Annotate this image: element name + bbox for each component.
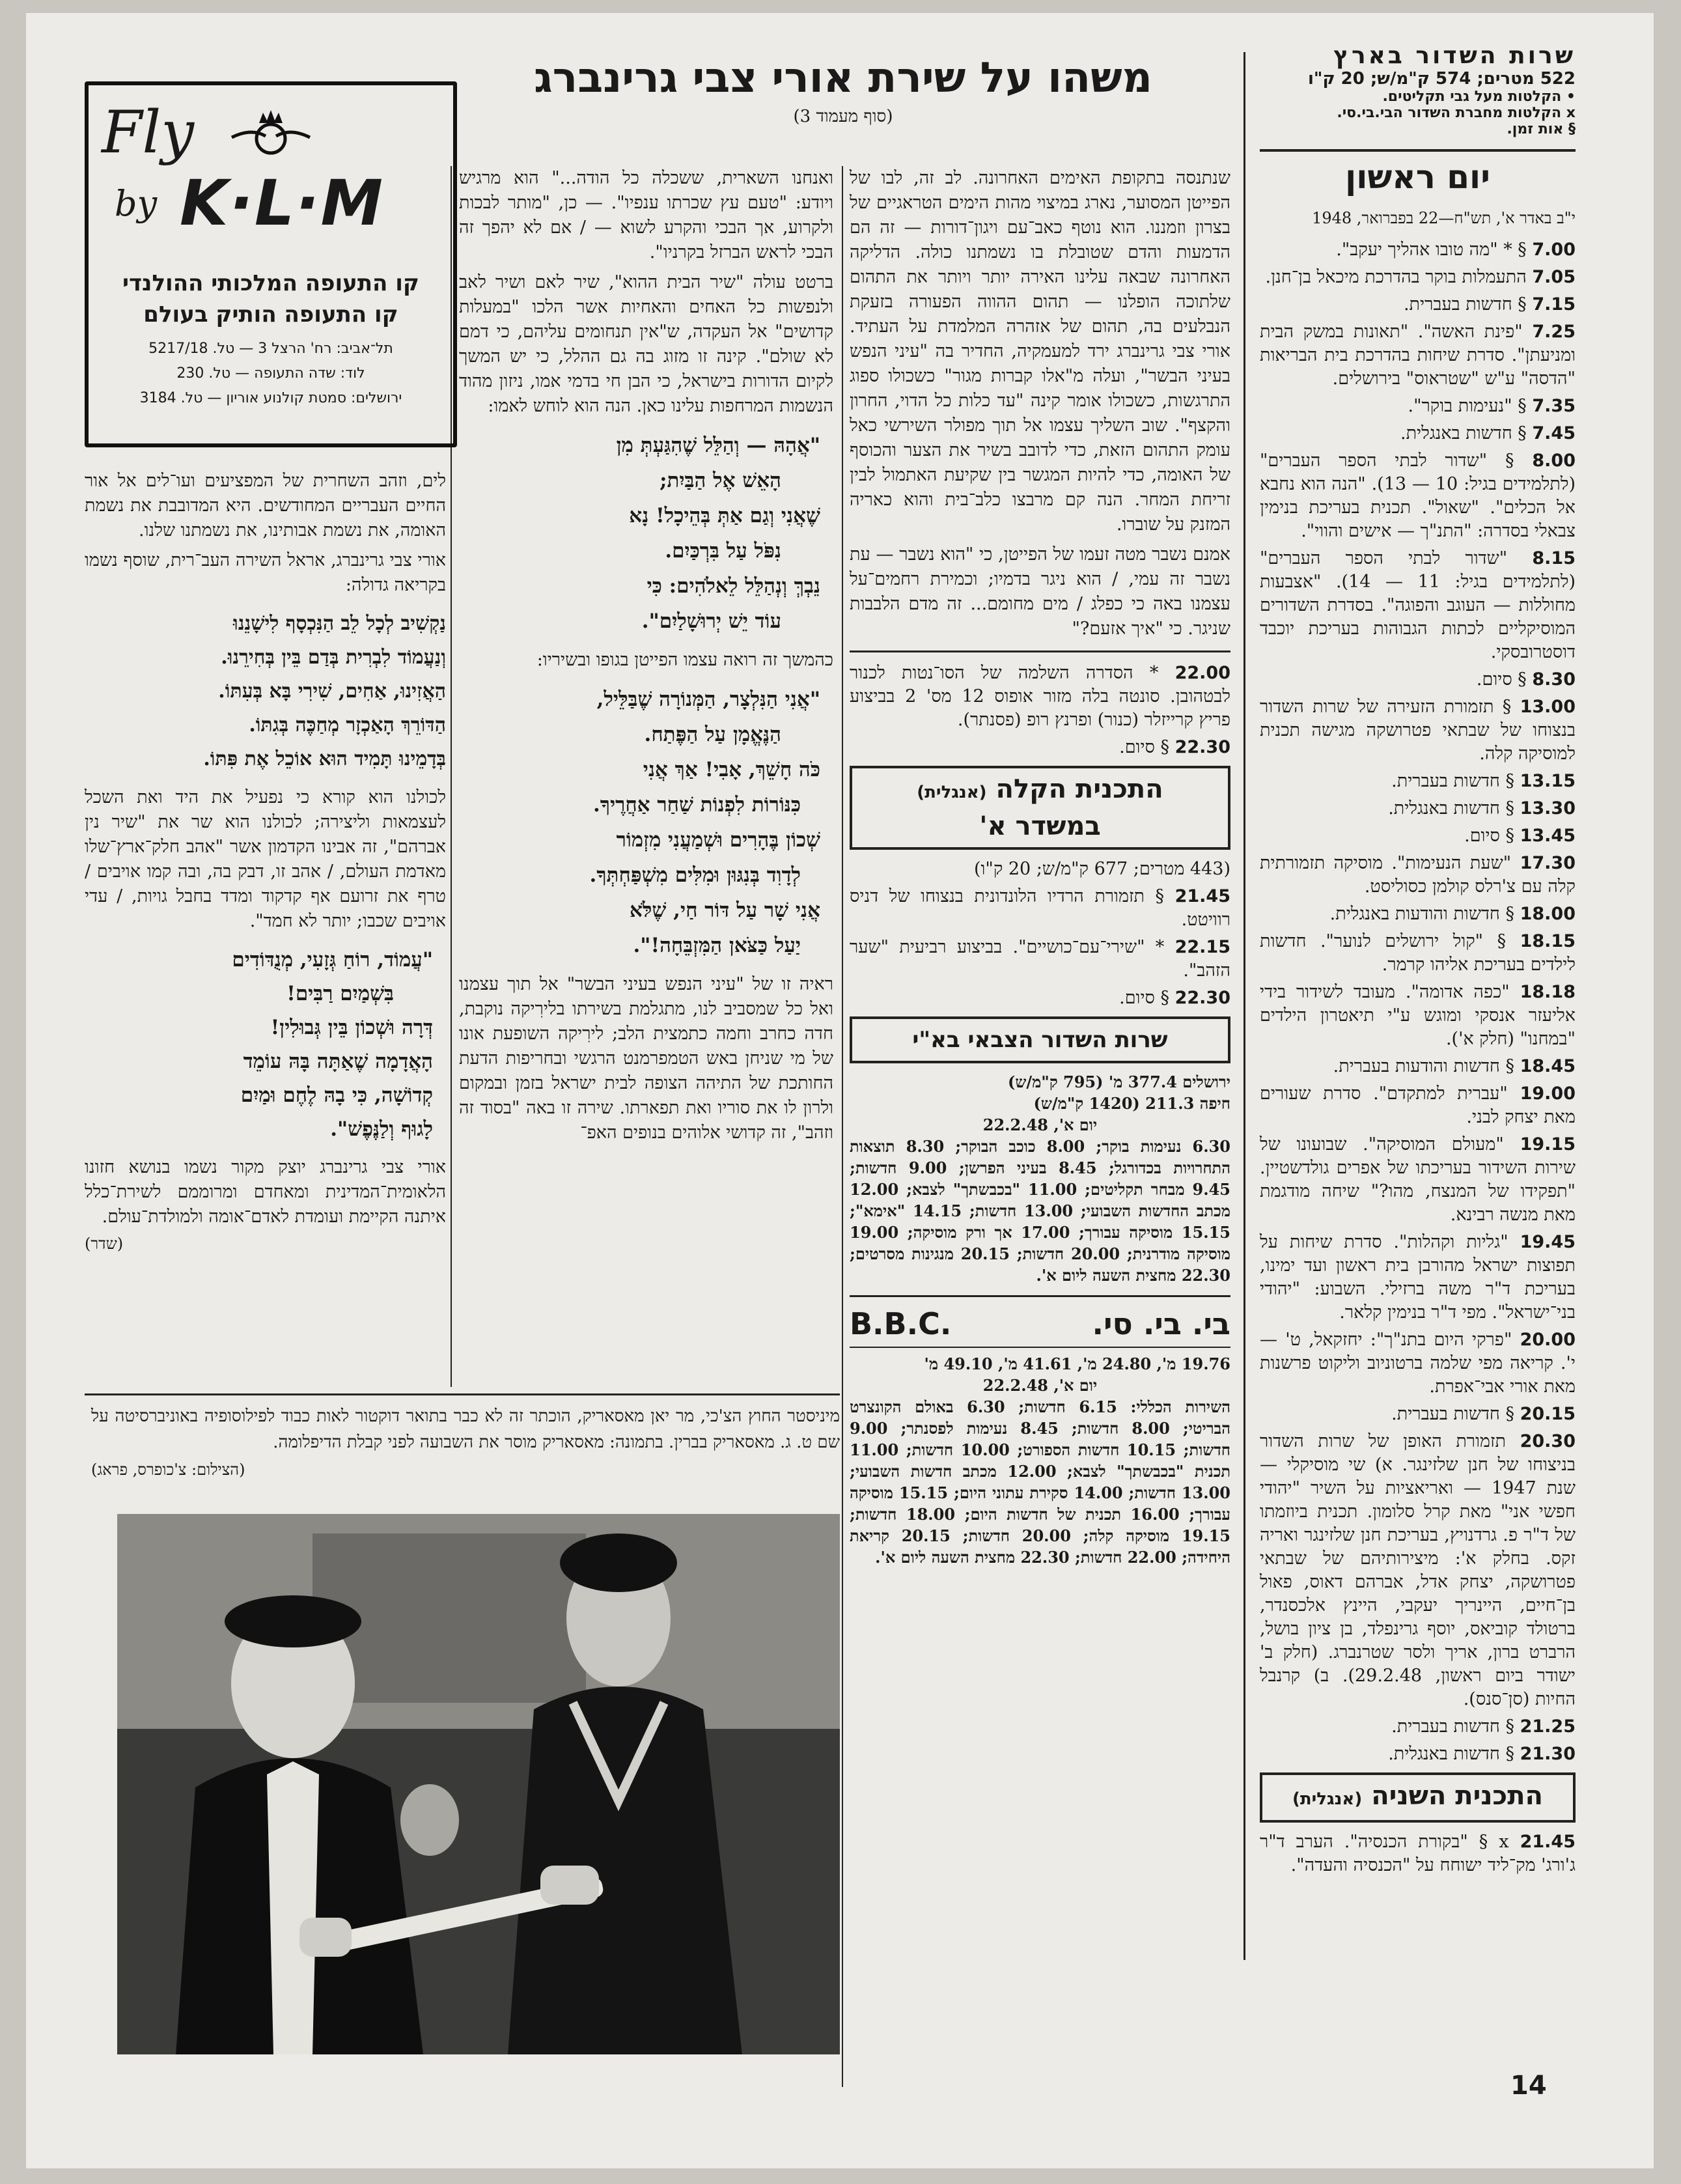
program-item [850, 987, 1230, 1010]
poem-block [85, 943, 446, 1146]
article-paragraph: כהמשך זה רואה עצמו הפייטן בגופו ובשיריו: [536, 650, 833, 670]
second-program-title: התכנית השניה [1371, 1781, 1543, 1811]
service-frequency: 522 מטרים; 574 ק"מ/ש; 20 ק"ו [1307, 69, 1576, 89]
program-text: § סיום. [1119, 988, 1169, 1008]
program-item [1260, 824, 1576, 848]
program-time: 13.00 [1520, 697, 1576, 717]
program-text: * "שירי־עם־כושיים". בביצוע רביעית "שער הזהב". [850, 937, 1230, 981]
program-time: 21.45 [1520, 1832, 1576, 1852]
program-text: § "שדור לבתי הספר העברים" (לתלמידים בגיל: 10 — 13). "הנה הוא נחבא אל הכלים". "שאול". תכנית בעריכת בנימין צבאלי בסדרה: "התנ"ך — אישים והווי". [1260, 451, 1576, 541]
klm-crown-logo [225, 105, 316, 163]
caption-credit: (הצילום: צ'כופרס, פראג) [91, 1461, 245, 1479]
program-list [1260, 238, 1576, 1766]
program-item [1260, 981, 1576, 1051]
program-text: "מעולם המוסיקה". שבועונו של שירות השידור בעריכתו של אפרים גולדשטיין. "תפקידו של המנצח, מהו?" שיחה מודגמת מאת מנשה רבינא. [1260, 1134, 1576, 1225]
divider [850, 651, 1230, 652]
program-item [1260, 449, 1576, 543]
divider [1260, 149, 1576, 152]
program-item [1260, 1715, 1576, 1739]
program-item [1260, 293, 1576, 316]
program-item [1260, 903, 1576, 926]
program-text: תזמורת האופן של שרות השדור בניצוחו של חנן שלזינגר. א) שי מוסיקלי — שנת 1947 — ואריאציות על השיר "יהודי חפשי אני" מאת קרל סלומון. תכנית ביוזמתו של ד"ר פ. גרדנויץ, בעריכת חנן שלזינגר ואריה זקס. בחלק א': מיצירותיהם של שבתאי פטרושקה, יצחק אדל, אברהם דאוס, פאול בן־חיים, היינריך יעקבי, היינץ אלכסנדר, ברטולד קוביאס, יוסף גרינפלד, בן ציון בושל, הרברט ברון, אריך ולסר שטרנברג. (חלק ב' ישודר ביום ראשון, 29.2.48). ב) קרנבל החיות (סן־סנס). [1260, 1431, 1576, 1709]
program-text: "פרקי היום בתנ"ך": יחזקאל, ט' — י'. קריאה מפי שלמה ברטוניוב וליקוט פרשנות מאת אורי אבי־אפרת. [1260, 1330, 1576, 1397]
poem-block [459, 428, 833, 639]
photo-caption [91, 1403, 840, 1479]
program-item [1260, 770, 1576, 793]
program-item [850, 936, 1230, 983]
program-text: § * "מה טובו אהליך יעקב". [1336, 240, 1527, 260]
poem-line: שְׁכוֹן בֶּהָרִים וּשְׁמַעֲנִי מִזְמוֹר [616, 828, 820, 852]
program-text: § תזמורת הזעירה של שרות השדור בנצוחו של שבתאי פטרושקה מגישה תכנית למוסיקה קלה. [1260, 697, 1576, 764]
program-text: "שעת הנעימות". מוסיקה תזמורתית קלה עם צ'רלס קולמן כסוליסט. [1260, 853, 1576, 897]
light-program-subtitle: במשדר א' [979, 811, 1101, 841]
day-title: יום ראשון [1345, 158, 1490, 196]
bbc-date: יום א', 22.2.48 [982, 1376, 1098, 1395]
program-time: 21.25 [1520, 1716, 1576, 1737]
middle-column [850, 166, 1230, 1573]
program-item [1260, 1830, 1576, 1877]
bbc-latin-title: B.B.C. [850, 1306, 952, 1341]
program-text: § חדשות בעברית. [1391, 1716, 1514, 1737]
program-time: 18.00 [1520, 904, 1576, 924]
poem-line: לְדָוִד בְּנִגּוּן וּמִלִּים מִשְׁפַּחְתְּךָ. [589, 863, 801, 887]
program-time: 19.00 [1520, 1084, 1576, 1104]
poem-line: שֶׁאֲנִי וְגַם אַתְּ בְּהֵיכָל! נָא [629, 504, 820, 527]
light-program-header [850, 766, 1230, 850]
army-radio-freq: חיפה 211.3 (1420 ק"מ/ש) [1033, 1094, 1230, 1113]
article-title: משהו על שירת אורי צבי גרינברג [534, 54, 1152, 102]
program-item [1260, 1133, 1576, 1227]
program-time: 19.15 [1520, 1134, 1576, 1155]
program-time: 22.30 [1174, 737, 1230, 757]
klm-brand: K·L·M [180, 167, 385, 240]
poem-line: נֵבְךְּ וְנְהַלֵּל לֵאלֹהִים: כִּי [646, 574, 820, 598]
program-text: § חדשות באנגלית. [1388, 798, 1514, 819]
program-item [1260, 547, 1576, 664]
program-text: § סיום. [1464, 826, 1514, 846]
program-time: 13.30 [1520, 798, 1576, 819]
program-time: 19.45 [1520, 1232, 1576, 1252]
article-header [456, 52, 1230, 126]
program-item [1260, 266, 1576, 289]
bbc-title: בי. בי. סי. [1092, 1306, 1230, 1341]
poem-line: וְנַעֲמוֹד לִבְרִית בְּדַם בֵּין בְּחִירֵנוּ. [221, 646, 446, 669]
program-item [1260, 395, 1576, 418]
article-left-column [85, 469, 446, 1253]
program-text: התעמלות בוקר בהדרכת מיכאל בן־חנן. [1265, 267, 1527, 287]
program-text: "כפה אדומה". מעובד לשידור בידי אליעזר אנסקי ומוגש ע"י תיאטרון הילדים "במחנו" (חלק א'). [1260, 982, 1576, 1049]
program-item [1260, 930, 1576, 977]
program-item [1260, 320, 1576, 391]
program-item [1260, 668, 1576, 692]
poem-line: "אֲהָהּ — וְהַלֵּל שֶׁהִגַּעְתְּ מִן [616, 434, 820, 457]
program-item [1260, 1055, 1576, 1078]
klm-advertisement [85, 81, 457, 447]
poem-line: בִּשְׁמַיִם רַבִּים! [286, 982, 394, 1005]
program-text: § חדשות באנגלית. [1388, 1744, 1514, 1764]
poem-line: הַאֲזִינוּ, אַחִים, שִׁירִי בָּא בְּעִתּוֹ. [218, 680, 446, 703]
divider [85, 1393, 840, 1395]
program-text: "פינת האשה". "תאונות במשק הבית ומניעתן". סדרת שיחות בהדרכת בית הבריאות "הדסה" ע"ש "שטראוס" בירושלים. [1260, 322, 1576, 389]
klm-script-fly: Fly [102, 98, 195, 167]
second-program-header [1260, 1772, 1576, 1823]
program-text: "עברית למתקדם". סדרת שעורים מאת יצחק לבני. [1260, 1084, 1576, 1127]
light-program-title: התכנית הקלה [995, 774, 1163, 804]
program-text: * הסדרה השלמה של הסו־נטות לכנור לבטהובן. סונטה בלה מזור אופוס 12 מס' 2 בביצוע פריץ קרייזלר (כנור) ופרנץ רופ (פסנתר). [850, 663, 1230, 730]
program-item [1260, 797, 1576, 820]
bbc-schedule: השירות הכללי: 6.15 חדשות; 6.30 באולם הקונצרט הבריטי; 8.00 חדשות; 8.45 נעימות לפסנתר; 9.00 חדשות; 10.15 חדשות הספורט; 10.00 חדשות; 11.00 תכנית "בכבשתך" לצבא; 12.00 מכתב חדשות השבועי; 13.00 חדשות; 14.00 סקירת עתוני היום; 15.15 מוסיקה עבורך; 16.00 תכנית של חדשות היום; 18.00 חדשות; 19.15 מוסיקה קלה; 20.00 חדשות; 20.15 קריאת היחידה; 22.00 חדשות; 22.30 מחצית השעה ליום א'. [850, 1397, 1231, 1567]
poem-line: דְּרָה וּשְׁכוֹן בֵּין גְּבוּלִין! [270, 1016, 433, 1039]
poem-line: בְּדָמֵינוּ תָּמִיד הוּא אוֹכֵל אֶת פִּתּוֹ. [203, 748, 446, 770]
poem-line: הָאֲדָמָה שֶׁאַתָּה בָּהּ עוֹמֵד [243, 1050, 433, 1073]
program-text: § "קול ירושלים לנוער". חדשות לילדים בעריכת אליהו קרמר. [1260, 931, 1576, 975]
program-time: 7.05 [1532, 267, 1576, 287]
program-text: (443 מטרים; 677 ק"מ/ש; 20 ק"ו) [973, 859, 1230, 879]
program-time: 7.25 [1532, 322, 1576, 342]
program-time: 17.30 [1520, 853, 1576, 873]
program-text: § חדשות בעברית. [1391, 1404, 1514, 1424]
caption-text: מיניסטר החוץ הצ'כי, מר יאן מאסאריק, הוכתר זה לא כבר בתואר דוקטור לאות כבוד לפילוסופיה באוניברסיטה על שם ט. ג. מאסאריק בברין. בתמונה: מאסאריק מוסר את השבועה לפני קבלת הדיפלומה. [91, 1407, 840, 1452]
klm-line: לוד: שדה התעופה — טל. 230 [176, 365, 365, 382]
klm-line: תל־אביב: רח' הרצל 3 — טל. 5217/18 [148, 341, 393, 357]
article-paragraph: אמנם נשבר מטה זעמו של הפייטן, כי "הוא נשבר — עת נשבר זה עמי, / הוא ניגר בדמיו; וכמירת רחמים־על עצמנו באה כי כפלג / מים מחומם... זה מדם הלבבות שניגר. כי "איך אזעם?" [850, 544, 1230, 639]
program-time: 8.15 [1532, 548, 1576, 568]
radio-service-header [1260, 42, 1576, 137]
poem-line: אֲנִי שָׁר עַל דּוֹר חַי, שֶׁלֹּא [630, 899, 820, 922]
bbc-header [850, 1306, 1230, 1341]
program-time: 18.15 [1520, 931, 1576, 951]
program-text: § חדשות באנגלית. [1400, 423, 1527, 443]
program-time: 8.30 [1532, 669, 1576, 690]
program-time: 22.30 [1174, 988, 1230, 1008]
program-time: 13.45 [1520, 826, 1576, 846]
program-time: 22.15 [1174, 937, 1230, 957]
army-radio-date: יום א', 22.2.48 [982, 1115, 1098, 1134]
program-time: 18.18 [1520, 982, 1576, 1002]
article-paragraph: ואנחנו השארית, ששכלה כל הודה..." הוא מרגיש ויודע: "טעם עץ שכרתו ענפיו". — כן, "מותר לבכות ולקרוע, אך הבכי והקרע לשוא — / אם לא יהפך זה הבכי לראש הברזל בקרניו". [459, 168, 833, 262]
klm-line: ירושלים: סמטת קולנוע אוריון — טל. 3184 [139, 390, 402, 406]
program-text: "שדור לבתי הספר העברים" (לתלמידים בגיל: 11 — 14). "אצבעות מחוללות — העוגב והפוגה". בסדרת השדורים המוסיקליים לכתות הגבוהות בעריכת יוכבד דוסטרובסקי. [1260, 548, 1576, 662]
radio-schedule-column [1260, 42, 1576, 1881]
article-paragraph: אורי צבי גרינברג יוצק מקור נשמו בנושא חזונו הלאומית־המדינית ומאחדם ומרוממם לשירת־כלל איתנה הקיימת ועומדת לאדם־אומה ולמולדת־עולם. [85, 1157, 446, 1227]
poem-line: יַעַל כַּצֹּאן הַמִּזְבֵּחָה!". [633, 934, 801, 957]
poem-line: עוֹד יֵשׁ יְרוּשָׁלַיִם". [641, 609, 781, 633]
program-text: x § "בקורת הכנסיה". הערב ד"ר ג'ורג' מק־ליד ישוחח על "הכנסיה והעדה". [1260, 1832, 1576, 1875]
program-item [850, 885, 1230, 932]
column-divider [842, 166, 843, 2087]
program-time: 22.00 [1174, 663, 1230, 683]
army-radio-title: שרות השדור הצבאי בא"י [912, 1027, 1168, 1053]
program-item [850, 736, 1230, 759]
article-column [459, 166, 833, 1151]
article-paragraph: ראיה זו של "עיני הנפש בעיני הבשר" אל תוך עצמנו ואל כל שמסביב לנו, מתגלמת בשירתו בלירִיקה נוקבת, חדה כחרב וחמה כתמצית הלב; לירִיקה השופעת אונו של מי שניחן באש הטמפרמנט הרגשי ובחריפות הדעת החותכת של התיהה הצופה לבית ישראל בזמן ובמקום ולרון לו את סוריו ואת תפארתו. שירה זו באה "בסוד זה וזהב", זה קדושי אלוהים בנופים האפ־ [459, 974, 833, 1143]
poem-line: כֹּה חָשֵׁךְ, אָבִי! אַךְ אֲנִי [643, 758, 820, 781]
poem-block [459, 682, 833, 963]
light-program-list [850, 858, 1230, 1010]
program-time: 21.45 [1174, 886, 1230, 906]
article-paragraph: שנתנסה בתקופת האימים האחרונה. לב זה, לבו של הפייטן המסוער, נארג במיצוי מהות הימים הטראגיים של בצרון וזמננו. הוא נוטף כאב־עם ויגון־דורות — זה הם הדמעות והדם שטובלת בו נשמתנו כולה. הדליקה האחרונה שבאה עלינו האירה יותר ויותר את התהום שלתוכה הופלנו — תהום ההווה הפעורה בזעקת הנבלעים בה, תהום של אזהרה המלמדת על העתיד. אורי צבי גרינברג ירד למעמקיה, החדיר בה "עיני הנפש בעיני הבשר", ועלה מ"אלו קברות מגור" כשכולו ספוג התרגשות, כשכולו אומר קינה "עד כלות כל הדוי, החרון והקצף". שוב השליך עצמו אל תוך מפולר השירשי כאל עומק התהום הזאת, כדי לדובב בשיר את הצער והכוסף של האומה, כדי להיות המגשר בין שקיעת האתמול לבין זריחת המחר. הנה קם מרבצו כלב־בית והוא כאריה המזנק על שוברו. [850, 168, 1230, 535]
program-item [1260, 1082, 1576, 1129]
poem-line: נִפֹּל עַל בִּרְכַּיִם. [665, 539, 781, 563]
program-text: § תזמורת הרדיו הלונדונית בנצוחו של דניס רוויטט. [850, 886, 1230, 930]
service-legend-record: • הקלטות מעל גבי תקליטים. [1382, 89, 1576, 105]
program-text: § חדשות בעברית. [1403, 294, 1527, 315]
klm-text [95, 268, 447, 411]
masaryk-photo [117, 1514, 840, 2054]
poem-line: קְדוֹשָׁה, כִּי בָהּ לֶחֶם וּמַיִם [240, 1084, 433, 1107]
article-subtitle: (סוף מעמוד 3) [793, 107, 893, 126]
program-time: 18.45 [1520, 1056, 1576, 1076]
program-time: 21.30 [1520, 1744, 1576, 1764]
light-program-tag: (אנגלית) [917, 783, 987, 802]
page-number: 14 [1510, 2071, 1547, 2101]
program-item [1260, 238, 1576, 262]
program-item [1260, 1231, 1576, 1324]
program-item [1260, 1743, 1576, 1766]
column-divider [1243, 52, 1245, 1960]
army-radio-schedule: 6.30 נעימות בוקר; 8.00 כוכב הבוקר; 8.30 תוצאות התחרויות בכדורגל; 8.45 בעיני הפרשן; 9.00 חדשות; 9.45 מבחר תקליטים; 11.00 "בכבשתך" לצבא; 12.00 מכתב החדשות השבועי; 13.00 חדשות; 14.15 "אימא"; 15.15 מוסיקה עבורך; 17.00 אך ורק מוסיקה; 19.00 מוסיקה מודרנית; 20.00 חדשות; 20.15 מנגינות מסרטים; 22.30 מחצית השעה ליום א'. [850, 1137, 1230, 1285]
poem-line: הַדּוֹרֵךְ הָאַכְזָר מְחַכֶּה בְּגִתּוֹ. [249, 714, 446, 736]
program-time: 7.00 [1532, 240, 1576, 260]
program-item [1260, 1403, 1576, 1426]
poem-line: "עֲמוֹד, רוֹחַ גְּזָעִי, מְנֻדּוֹדִים [232, 948, 433, 972]
article-paragraph: לכולנו הוא קורא כי נפעיל את היד ואת השכל לעצמאות וליצירה; לכולנו הוא שר את "שיר נין אברהם", זה אבינו הקדמון אשר "אהב חלק־ארץ־שלו מאדמת העולם, / אהב זו, דבק בה, ובה קמו אויבים / טרף את זרועם אף קדקוד ומדד בחבל גויות, / עדי אויבים שכבו; יותר לא חמד". [85, 787, 446, 931]
army-radio-freq: ירושלים 377.4 מ' (795 ק"מ/ש) [1007, 1072, 1230, 1091]
divider [850, 1295, 1230, 1297]
program-time: 20.15 [1520, 1404, 1576, 1424]
program-time: 7.45 [1532, 423, 1576, 443]
article-paragraph: ברטט עולה "שיר הבית ההוא", שיר לאם ושיר לאב ולנפשות כל האחים והאחיות אשר הלכו "במעלות קדושים" אל העקדה, ש"אין תנחומים עליהם, כי דמם לא שולם". קינה זו מזוג בה גם ההלל, כי יש המשך לקיום הדורות בישראל, כי הבן חי בדמי אמו, ניזון מהוד הנשמות המרחפות עלינו כאן. הנה הוא לוחש לאמו: [459, 272, 833, 416]
second-program-tag: (אנגלית) [1292, 1789, 1363, 1809]
program-item [1260, 852, 1576, 899]
program-item [1260, 1430, 1576, 1711]
article-signature: (שדר) [85, 1235, 124, 1253]
program-text: "גליות וקהלות". סדרת שיחות על תפוצות ישראל מהורבן בית ראשון ועד ימינו, בעריכת ד"ר משה ברזילי. השבוע: "יהודי בני־ישראל". מפי ד"ר בנימין קלאר. [1260, 1232, 1576, 1323]
program-time: 20.00 [1520, 1330, 1576, 1350]
program-text: § סיום. [1476, 669, 1527, 690]
program-time: 7.15 [1532, 294, 1576, 315]
program-time: 13.15 [1520, 771, 1576, 791]
program-item [850, 662, 1230, 732]
program-text: § חדשות בעברית. [1391, 771, 1514, 791]
program-time: 7.35 [1532, 396, 1576, 416]
poem-line: נַקְשִׁיב לְכָל לֵב הַנִּכְסָף לִישָׁנֵנוּ [233, 612, 446, 635]
army-radio-header [850, 1016, 1230, 1063]
program-time: 20.30 [1520, 1431, 1576, 1451]
klm-line: קו התעופה הותיק בעולם [143, 301, 398, 328]
poem-block [85, 607, 446, 776]
program-item [1260, 422, 1576, 445]
program-item [1260, 695, 1576, 766]
poem-line: "אֲנִי הַנִּלְצָר, הַמְּנוֹרָה שֶׁבַּלֵּיל, [596, 688, 820, 711]
program-text: § "נעימות בוקר". [1408, 396, 1527, 416]
poem-line: כִּנּוֹרוֹת לִפְנוֹת שַׁחַר אַחֲרֶיךָ. [592, 793, 801, 817]
service-legend-bbc: x הקלטות מחברת השדור הבי.בי.סי. [1337, 105, 1576, 121]
article-paragraph: לים, וזהב השחרית של המפציעים ועו־לים אל אור החיים העבריים המחודשים. היא המדובבת את נשמת האומה, את נשמת אבותינו, את נשמתנו שלנו. [85, 471, 446, 540]
poem-line: הָאֵשׁ אֶל הַבַּיִת; [660, 469, 781, 492]
klm-script-by: by [115, 183, 158, 224]
service-legend-time: § אות זמן. [1507, 121, 1576, 137]
newspaper-page [26, 13, 1654, 2168]
program-item [1260, 1328, 1576, 1399]
program-time: 8.00 [1532, 451, 1576, 471]
service-title: שרות השדור בארץ [1333, 42, 1576, 69]
program-text: § חדשות והודעות באנגלית. [1329, 904, 1514, 924]
date-line: י"ב באדר א', תש"ח—22 בפברואר, 1948 [1312, 209, 1576, 227]
bbc-freq: 19.76 מ', 24.80 מ', 41.61 מ', 49.10 מ' [924, 1354, 1230, 1373]
program-item [850, 858, 1230, 881]
divider [850, 1347, 1230, 1348]
program-text: § סיום. [1119, 737, 1169, 757]
poem-line: הַנֶּאֱמָן עַל הַפֶּתַח. [644, 723, 781, 746]
klm-line: קו התעופה המלכותי ההולנדי [122, 270, 419, 296]
program-text: § חדשות והודעות בעברית. [1333, 1056, 1514, 1076]
article-paragraph: אורי צבי גרינברג, אראל השירה העב־רית, שוסף נשמו בקריאה גדולה: [85, 550, 446, 595]
poem-line: לָגוּף וְלַנֶּפֶשׁ". [330, 1117, 433, 1141]
